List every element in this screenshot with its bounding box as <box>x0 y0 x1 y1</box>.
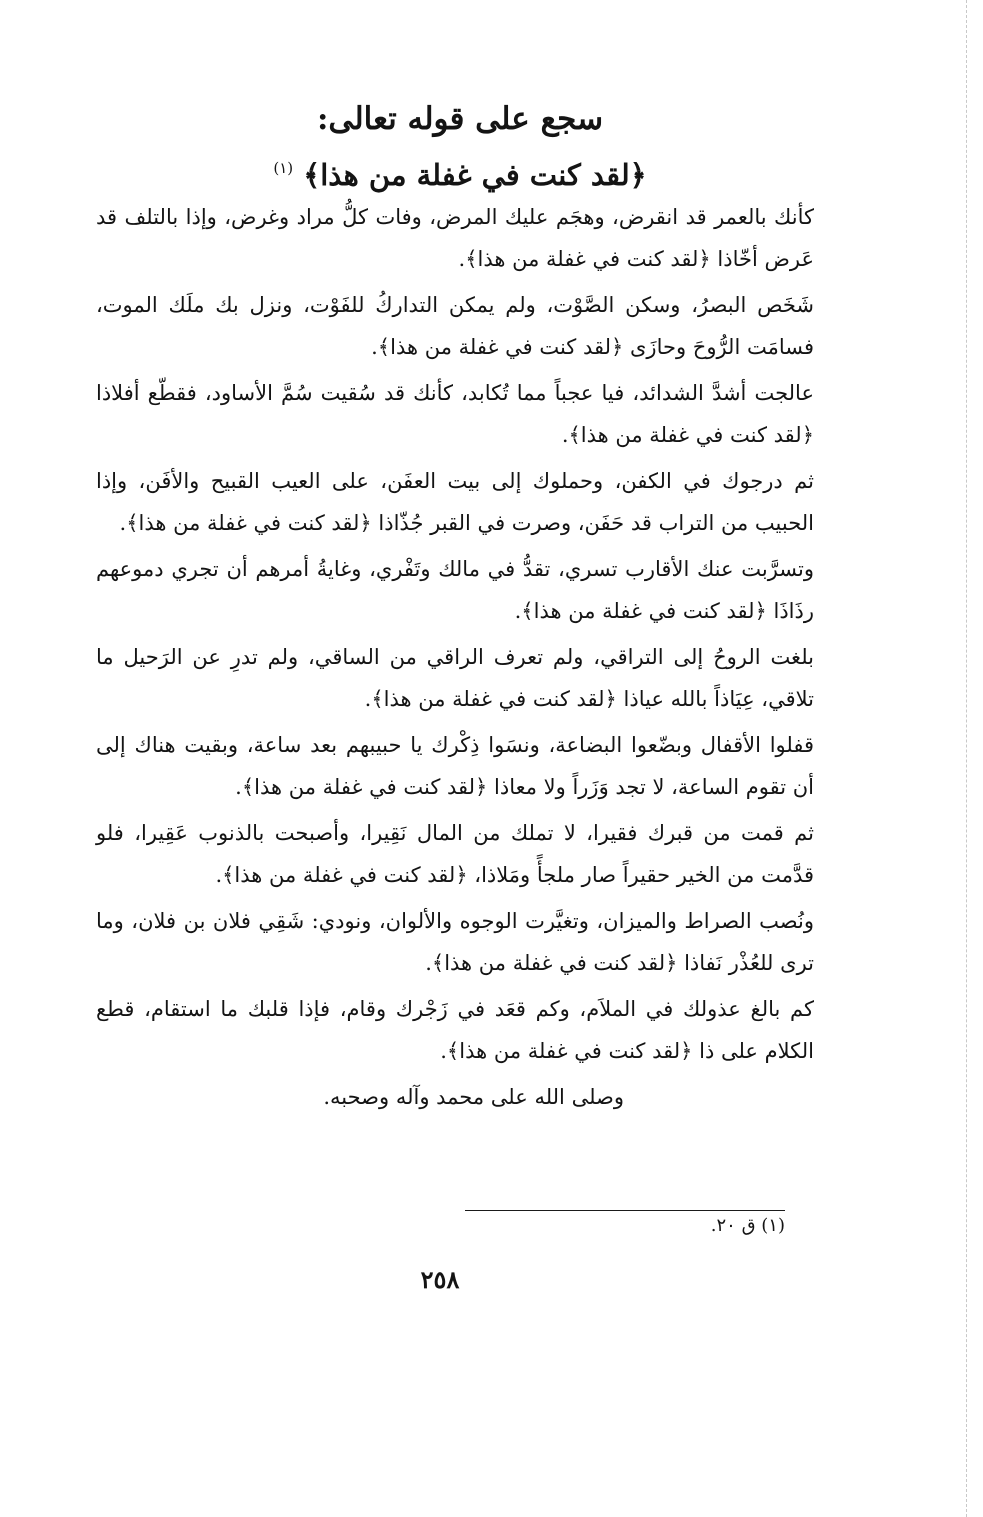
paragraph: شَخَص البصرُ، وسكن الصَّوْت، ولم يمكن التداركُ للفَوْت، ونزل بك ملَك الموت، فسامَت الرُّوحَ وحازَى ﴿لقد كنت في غفلة من هذا﴾. <box>96 293 814 359</box>
footnote: (١) ق ٢٠. <box>710 1215 785 1236</box>
page-title: سجع على قوله تعالى: <box>316 101 604 137</box>
paragraph: كم بالغ عذولك في الملاَم، وكم قعَد في زَجْرك وقام، فإذا قلبك ما استقام، قطع الكلام على ذا ﴿لقد كنت في غفلة من هذا﴾. <box>96 997 814 1063</box>
footnote-divider <box>465 1210 785 1211</box>
page-number: ٢٥٨ <box>420 1265 460 1294</box>
paragraph: قفلوا الأقفال وبضّعوا البضاعة، ونسَوا ذِكْرك يا حبيبهم بعد ساعة، وبقيت هناك إلى أن تقوم الساعة، لا تجد وَزَراً ولا معاذا ﴿لقد كنت في غفلة من هذا﴾. <box>96 733 814 799</box>
paragraph: ونُصب الصراط والميزان، وتغيَّرت الوجوه والألوان، ونودي: شَقِي فلان بن فلان، وما ترى للعُذْر نَفاذا ﴿لقد كنت في غفلة من هذا﴾. <box>96 909 814 975</box>
page-subtitle <box>110 146 810 197</box>
footnote-marker: (١) <box>273 159 294 177</box>
paragraph: عالجت أشدَّ الشدائد، فيا عجباً مما تُكابد، كأنك قد سُقيت سُمَّ الأساود، فقطّع أفلاذا ﴿لقد كنت في غفلة من هذا﴾. <box>96 381 814 447</box>
body-text <box>96 196 814 1122</box>
paragraph: ثم قمت من قبرك فقيرا، لا تملك من المال نَقِيرا، وأصبحت بالذنوب عَقِيرا، فلو قدَّمت من الخير حقيراً صار ملجأً ومَلاذا، ﴿لقد كنت في غفلة من هذا﴾. <box>96 821 814 887</box>
paragraph: كأنك بالعمر قد انقرض، وهجَم عليك المرض، وفات كلُّ مراد وغرض، وإذا بالتلف قد عَرض أخّاذا ﴿لقد كنت في غفلة من هذا﴾. <box>96 205 814 271</box>
paragraph: وتسرَّبت عنك الأقارب تسري، تقدُّ في مالك وتَفْري، وغايةُ أمرهم أن تجري دموعهم رذَاذَا ﴿لقد كنت في غفلة من هذا﴾. <box>96 557 814 623</box>
paragraph: ثم درجوك في الكفن، وحملوك إلى بيت العفَن، على العيب القبيح والأفَن، وإذا الحبيب من التراب قد حَفَن، وصرت في القبر جُذّاذا ﴿لقد كنت في غفلة من هذا﴾. <box>96 469 814 535</box>
subtitle-verse: ﴿لقد كنت في غفلة من هذا﴾ <box>303 158 647 192</box>
paragraph: بلغت الروحُ إلى التراقي، ولم تعرف الراقي من الساقي، ولم تدرِ عن الرَحيل ما تلاقي، عِيَاذاً بالله عياذا ﴿لقد كنت في غفلة من هذا﴾. <box>96 645 814 711</box>
closing-line: وصلى الله على محمد وآله وصحبه. <box>323 1085 624 1109</box>
page-edge-line <box>966 0 967 1517</box>
